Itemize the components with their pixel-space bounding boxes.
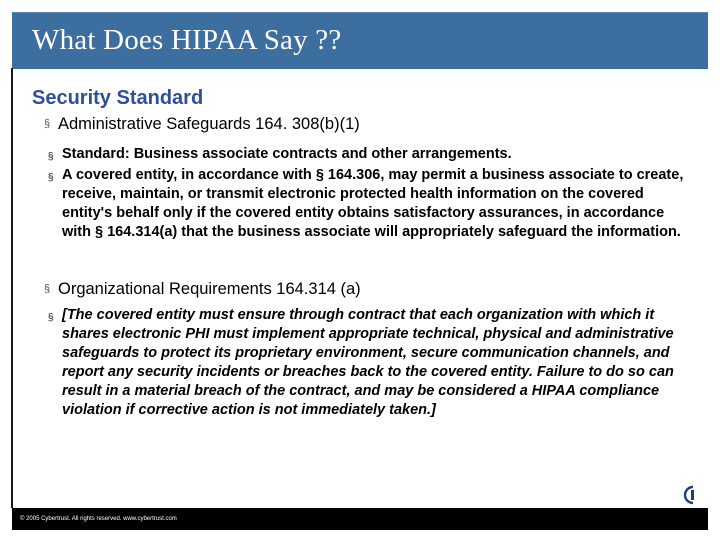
left-rule [11, 68, 13, 508]
bullet-icon: § [48, 172, 54, 183]
bullet-icon: § [44, 283, 51, 295]
bullet-text: Organizational Requirements 164.314 (a) [58, 280, 361, 298]
section-subheading: Security Standard [32, 87, 204, 109]
bullet-icon: § [44, 118, 51, 130]
bullet-text: Administrative Safeguards 164. 308(b)(1) [58, 115, 360, 133]
bullet-contract-requirement [48, 306, 692, 420]
bullet-administrative-safeguards [44, 115, 360, 134]
bullet-text: [The covered entity must ensure through contract that each organization with which it shares electronic PHI must implement appropriate technical, physical and administrative safeguards to protect its proprietary environment, secure communication channels, and report any security incidents or breaches back to the covered entity. Failure to do so can result in a material breach of the contract, and may be considered a HIPAA compliance violation if corrective action is not immediately taken.] [62, 307, 674, 418]
bullet-text: A covered entity, in accordance with § 164.306, may permit a business associate to create, receive, maintain, or transmit electronic protected health information on the covered entity's behalf only if the covered entity obtains satisfactory assurances, in accordance with § 164.314(a) that the business associate will appropriately safeguard the information. [62, 167, 684, 240]
bullet-standard-contracts [48, 145, 702, 164]
bullet-icon: § [48, 312, 54, 323]
cybertrust-logo-icon [679, 484, 699, 506]
title-bar [12, 12, 708, 69]
bullet-icon: § [48, 151, 54, 162]
slide-title: What Does HIPAA Say ?? [32, 24, 342, 56]
bullet-covered-entity [48, 166, 692, 242]
footer-copyright: © 2005 Cybertrust. All rights reserved. www.cybertrust.com [20, 516, 177, 522]
bullet-organizational-requirements [44, 280, 361, 299]
bullet-text: Standard: Business associate contracts and other arrangements. [62, 146, 512, 162]
